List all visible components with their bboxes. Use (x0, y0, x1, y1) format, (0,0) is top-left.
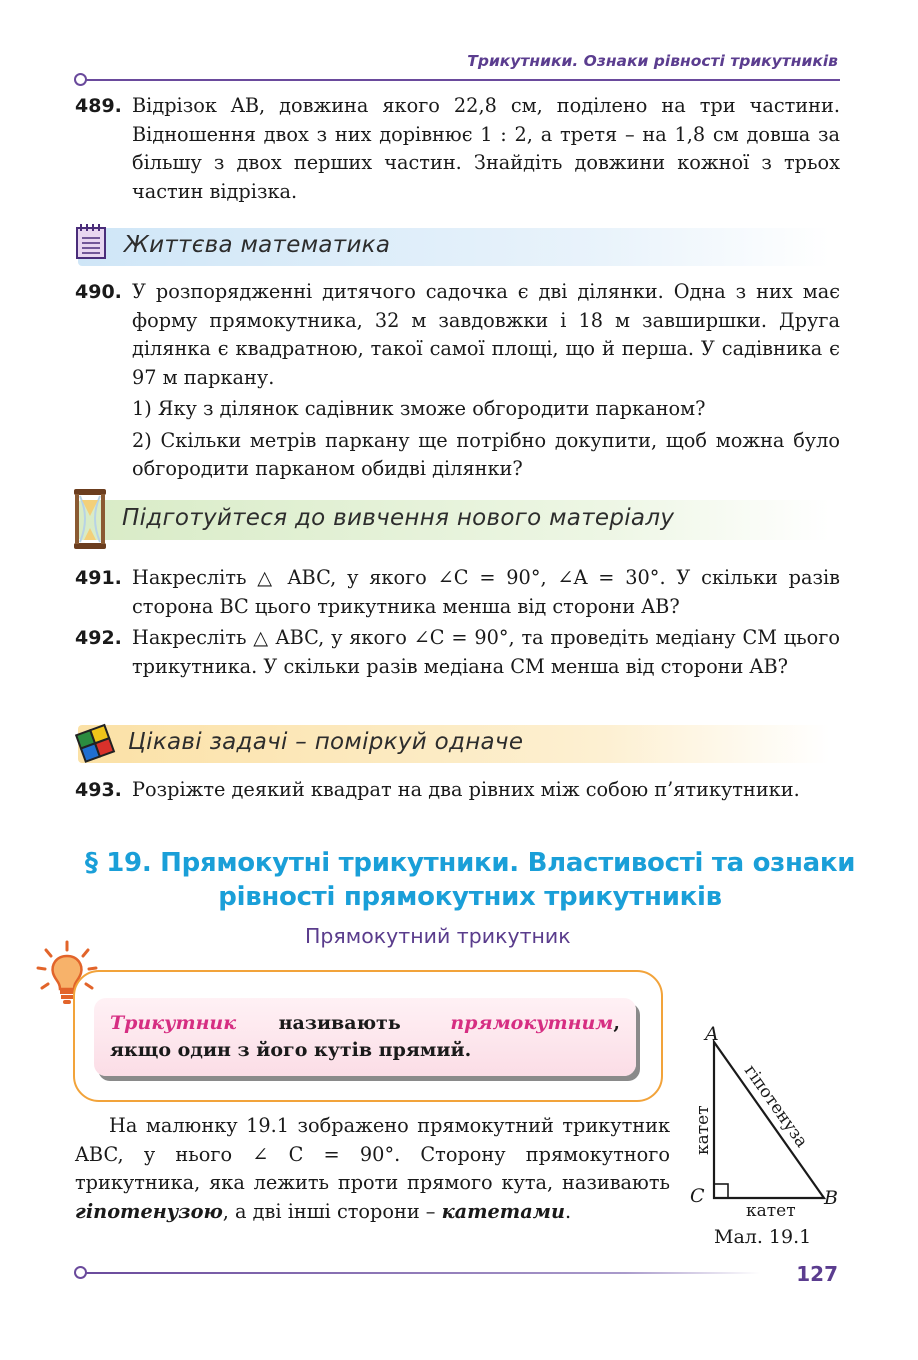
top-rule (84, 79, 840, 81)
problem-490 (75, 278, 840, 484)
subsection-title: Прямокутний трикутник (305, 924, 571, 948)
band-interesting (78, 725, 830, 763)
paragraph-text-3: . (565, 1199, 572, 1223)
vertex-c: C (690, 1185, 705, 1207)
paragraph-text-1: На малюнку 19.1 зображено прямокутний трикутник ABC, у нього ∠ C = 90°. Сторону прямокутного трикутника, яка лежить проти прямого кута, називають (75, 1114, 670, 1194)
intro-paragraph (75, 1112, 670, 1226)
vertex-b: B (824, 1187, 838, 1209)
problem-number: 490. (75, 281, 122, 303)
right-angle-mark (714, 1184, 728, 1198)
problem-492 (75, 624, 840, 681)
bottom-rule-dot (74, 1266, 87, 1279)
problem-489 (75, 92, 840, 206)
hourglass-icon (72, 488, 108, 550)
paragraph-text-2: , а дві інші сторони – (222, 1199, 442, 1223)
band-life-math (78, 228, 830, 266)
running-header: Трикутники. Ознаки рівності трикутників (467, 52, 838, 70)
problem-number: 489. (75, 95, 122, 117)
problem-number: 493. (75, 779, 122, 801)
question-2: 2) Скільки метрів паркану ще потрібно докупити, щоб можна було обгородити парканом обидві ділянки? (132, 428, 840, 480)
band-title: Життєва математика (124, 232, 391, 258)
band-title: Цікаві задачі – поміркуй одначе (128, 729, 524, 755)
definition-verb: називають (278, 1012, 401, 1034)
definition-highlight: прямокутним (450, 1012, 614, 1034)
band-title: Підготуйтеся до вивчення нового матеріалу (122, 505, 675, 531)
question-1: 1) Яку з ділянок садівник зможе обгородити парканом? (132, 397, 706, 420)
vertex-a: A (705, 1023, 719, 1045)
figure-caption: Мал. 19.1 (714, 1226, 812, 1248)
puzzle-cube-icon (74, 723, 118, 763)
definition-rest: , якщо один з його кутів прямий. (110, 1012, 620, 1061)
problem-number: 491. (75, 567, 122, 589)
section-title-line-1: § 19. Прямокутні трикутники. Властивості та ознаки (84, 848, 856, 878)
label-leg-vertical: катет (693, 1105, 713, 1155)
term-legs: катетами (441, 1199, 566, 1223)
band-prepare (78, 500, 830, 540)
problem-number: 492. (75, 627, 122, 649)
problem-text: Накресліть △ ABC, у якого ∠C = 90°, ∠A = 30°. У скільки разів сторона BC цього трикутника менша від сторони AB? (132, 566, 840, 618)
section-title-line-2: рівності прямокутних трикутників (218, 882, 722, 912)
section-title (60, 846, 880, 914)
definition-term: Трикутник (110, 1012, 237, 1034)
page-number: 127 (796, 1262, 838, 1286)
label-leg-horizontal: катет (746, 1201, 796, 1221)
figure-right-triangle (682, 1020, 852, 1255)
problem-493 (75, 776, 840, 805)
top-rule-dot (74, 73, 87, 86)
problem-491 (75, 564, 840, 621)
label-hypotenuse: гіпотенуза (739, 1061, 812, 1152)
problem-text: Накресліть △ ABC, у якого ∠C = 90°, та проведіть медіану CM цього трикутника. У скільки разів медіана CM менша від сторони AB? (132, 626, 840, 678)
definition-box (94, 998, 636, 1076)
bottom-rule (84, 1272, 760, 1274)
problem-text: Відрізок AB, довжина якого 22,8 см, поділено на три частини. Відношення двох з них дорівнює 1 : 2, а третя – на 1,8 см довша за більшу з двох перших частин. Знайдіть довжини кожної з трьох частин відрізка. (132, 94, 840, 203)
problem-text: Розріжте деякий квадрат на два рівних між собою п’ятикутники. (132, 778, 800, 801)
notepad-icon (74, 222, 108, 260)
triangle-abc (714, 1042, 824, 1198)
problem-text: У розпорядженні дитячого садочка є дві ділянки. Одна з них має форму прямокутника, 32 м завдовжки і 18 м завширшки. Друга ділянка є квадратною, такої самої площі, що й перша. У садівника є 97 м паркану. (132, 280, 840, 389)
term-hypotenuse: гіпотенузою (75, 1199, 223, 1223)
